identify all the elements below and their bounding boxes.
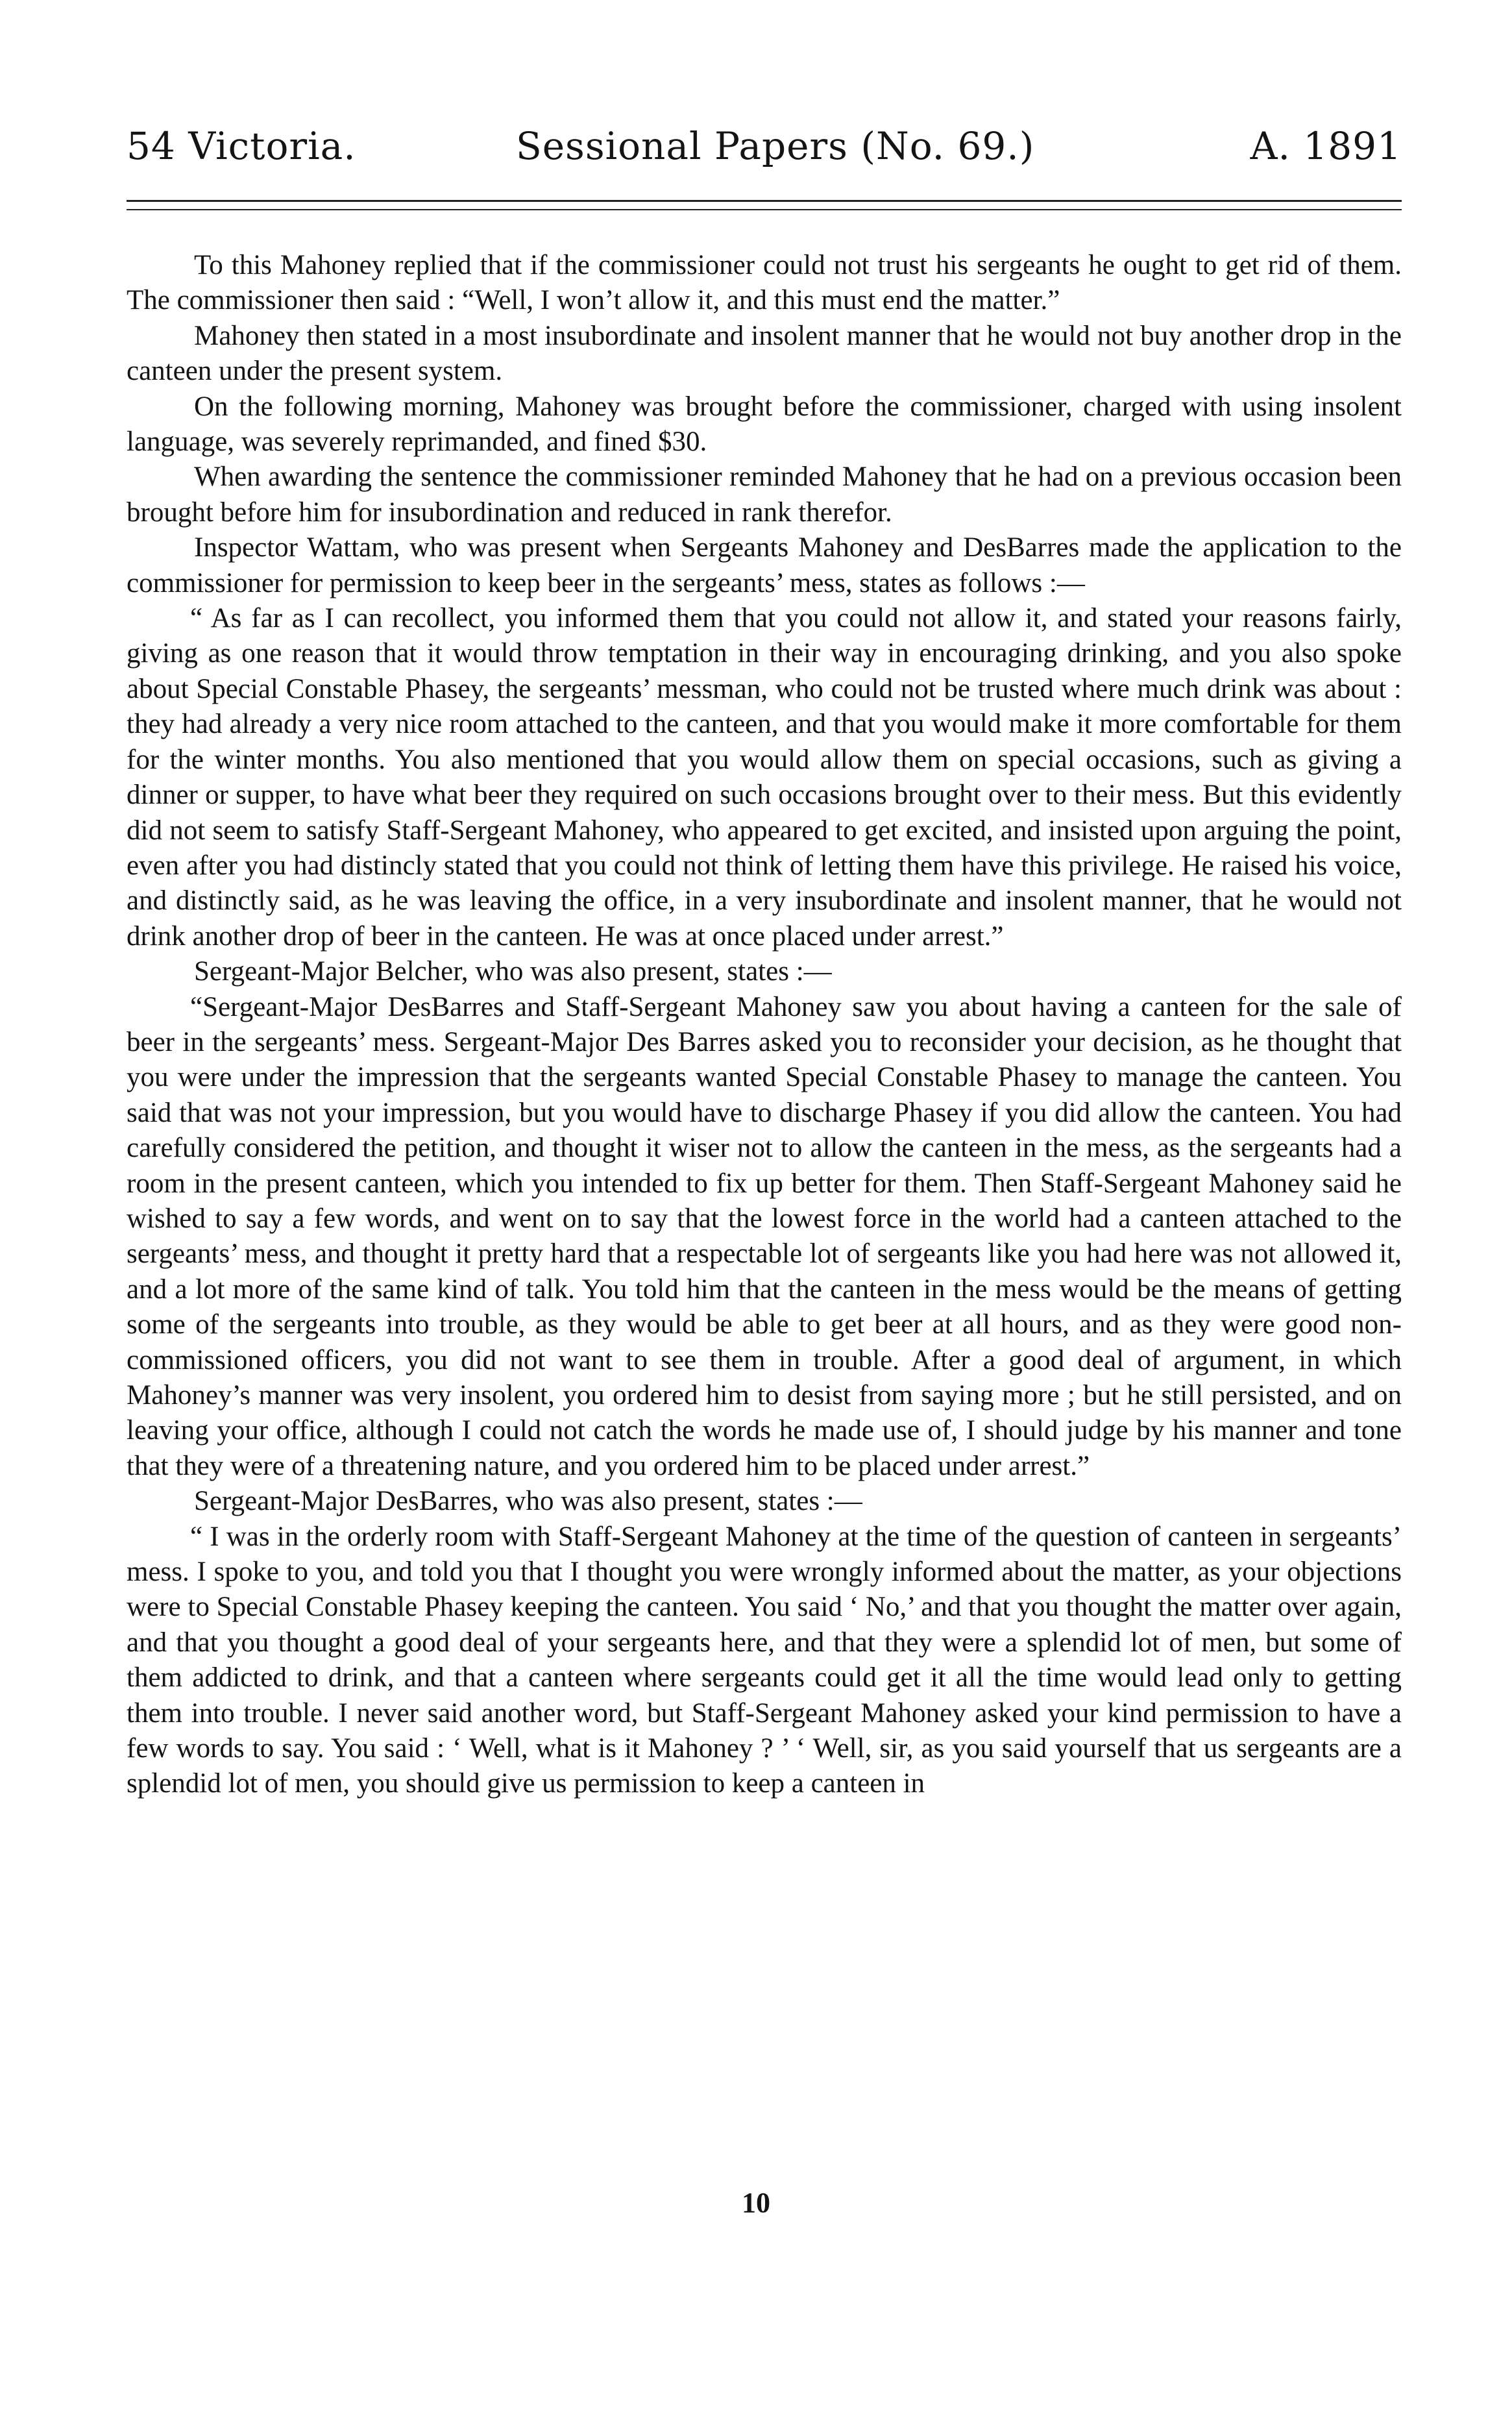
paragraph: To this Mahoney replied that if the commissioner could not trust his sergeants he ought to get rid of them. The commissioner then said : “Well, I won’t allow it, and this must end the matter.” (127, 250, 1402, 316)
paragraph: Mahoney then stated in a most insubordinate and insolent manner that he would not buy another drop in the canteen under the present system. (127, 320, 1402, 387)
running-head (127, 117, 1402, 175)
paragraph: Sergeant-Major DesBarres, who was also present, states :— (194, 1486, 862, 1517)
quoted-statement: “ As far as I can recollect, you informed them that you could not allow it, and stated your reasons fairly, giving as one reason that it would throw temptation in their way in encouraging drinking, and you also spoke about Special Constable Phasey, the sergeants’ messman, who could not be trusted where much drink was about : they had already a very nice room attached to the canteen, and that you would make it more comfortable for them for the winter months. You also mentioned that you would allow them on special occasions, such as giving a dinner or supper, to have what beer they required on such occasions brought over to their mess. But this evidently did not seem to satisfy Staff-Sergeant Mahoney, who appeared to get excited, and insisted upon arguing the point, even after you had distincly stated that you could not think of letting them have this privilege. He raised his voice, and distinctly said, as he was leaving the office, in a very insubordinate and insolent manner, that he would not drink another drop of beer in the canteen. He was at once placed under arrest.” (127, 603, 1402, 952)
paragraph: When awarding the sentence the commissioner reminded Mahoney that he had on a previous occasion been brought before him for insubordination and reduced in rank therefor. (127, 462, 1402, 528)
paragraph: Inspector Wattam, who was present when Sergeants Mahoney and DesBarres made the application to the commissioner for permission to keep beer in the sergeants’ mess, states as follows :— (127, 532, 1402, 598)
quoted-statement: “ I was in the orderly room with Staff-Sergeant Mahoney at the time of the question of canteen in sergeants’ mess. I spoke to you, and told you that I thought you were wrongly informed about the matter, as your objections were to Special Constable Phasey keeping the canteen. You said ‘ No,’ and that you thought the matter over again, and that you thought a good deal of your sergeants here, and that they were a splendid lot of men, but some of them addicted to drink, and that a canteen where sergeants could get it all the time would lead only to getting them into trouble. I never said another word, but Staff-Sergeant Mahoney asked your kind permission to have a few words to say. You said : ‘ Well, what is it Mahoney ? ’ ‘ Well, sir, as you said yourself that us sergeants are a splendid lot of men, you should give us permission to keep a canteen in (127, 1521, 1402, 1799)
header-right: A. 1891 (1250, 124, 1402, 168)
header-left: 54 Victoria. (127, 124, 356, 168)
header-rule-top (127, 200, 1402, 202)
header-rule-bottom (127, 209, 1402, 210)
paragraph: Sergeant-Major Belcher, who was also present, states :— (194, 956, 832, 987)
header-center-title: Sessional Papers (No. 69.) (516, 124, 1035, 168)
page-number: 10 (742, 2187, 770, 2219)
body-text (127, 248, 1402, 1802)
quoted-statement: “Sergeant-Major DesBarres and Staff-Sergeant Mahoney saw you about having a canteen for the sale of beer in the sergeants’ mess. Sergeant-Major Des Barres asked you to reconsider your decision, as he thought that you were under the impression that the sergeants wanted Special Constable Phasey to manage the canteen. You said that was not your impression, but you would have to discharge Phasey if you did allow the canteen. You had carefully considered the petition, and thought it wiser not to allow the canteen in the mess, as the sergeants had a room in the present canteen, which you intended to fix up better for them. Then Staff-Sergeant Mahoney said he wished to say a few words, and went on to say that the lowest force in the world had a canteen attached to the sergeants’ mess, and thought it pretty hard that a respectable lot of sergeants like you had here was not allowed it, and a lot more of the same kind of talk. You told him that the canteen in the mess would be the means of getting some of the sergeants into trouble, as they would be able to get beer at all hours, and as they were good non-commissioned officers, you did not want to see them in trouble. After a good deal of argument, in which Mahoney’s manner was very insolent, you ordered him to desist from saying more ; but he still persisted, and on leaving your office, although I could not catch the words he made use of, I should judge by his manner and tone that they were of a threatening nature, and you ordered him to be placed under arrest.” (127, 991, 1402, 1481)
paragraph: On the following morning, Mahoney was brought before the commissioner, charged with using insolent language, was severely reprimanded, and fined $30. (127, 391, 1402, 458)
